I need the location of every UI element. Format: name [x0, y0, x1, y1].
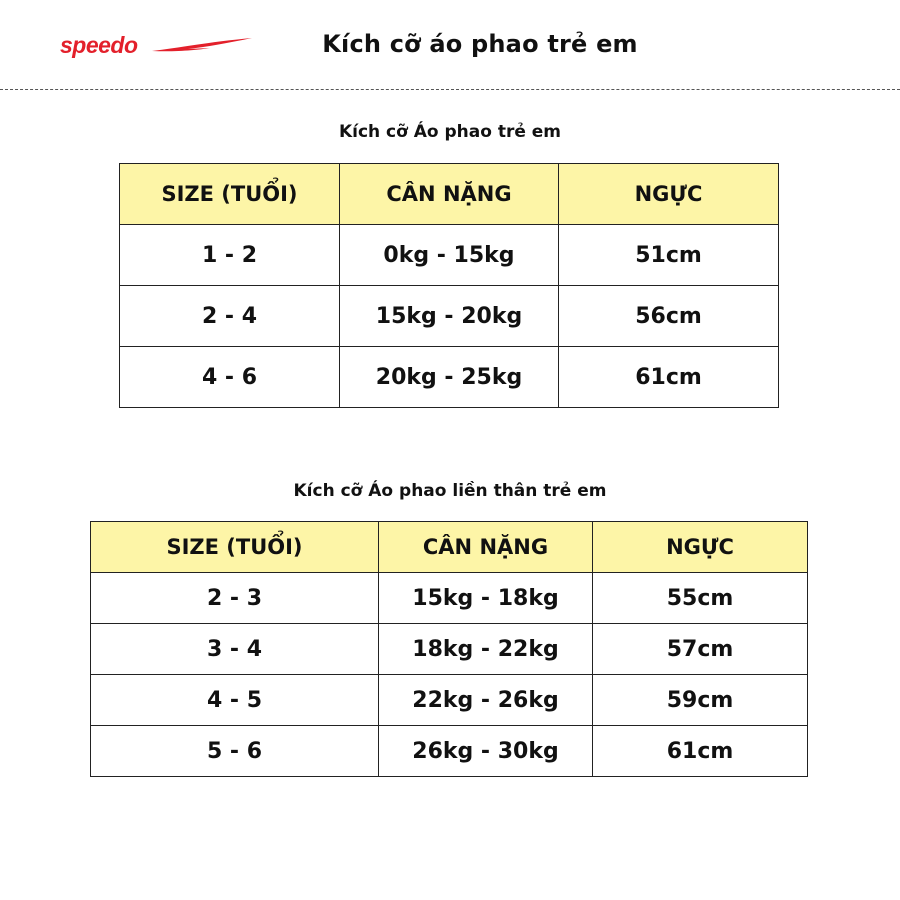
- cell-weight: 26kg - 30kg: [379, 726, 593, 777]
- cell-size: 1 - 2: [120, 225, 340, 286]
- cell-chest: 59cm: [593, 675, 808, 726]
- cell-chest: 61cm: [593, 726, 808, 777]
- table-header-row: [120, 164, 779, 225]
- cell-weight: 18kg - 22kg: [379, 624, 593, 675]
- cell-size: 2 - 4: [120, 286, 340, 347]
- cell-weight: 20kg - 25kg: [340, 347, 559, 408]
- size-table-full-body-vest: [90, 521, 808, 777]
- table-row: [91, 726, 808, 777]
- table-row: [91, 573, 808, 624]
- cell-chest: 56cm: [559, 286, 779, 347]
- cell-weight: 22kg - 26kg: [379, 675, 593, 726]
- column-header-chest: NGỰC: [593, 522, 808, 573]
- table-row: [120, 225, 779, 286]
- cell-size: 2 - 3: [91, 573, 379, 624]
- table-header-row: [91, 522, 808, 573]
- table1-title: Kích cỡ Áo phao trẻ em: [338, 122, 562, 142]
- table-row: [91, 624, 808, 675]
- cell-weight: 15kg - 20kg: [340, 286, 559, 347]
- column-header-weight: CÂN NẶNG: [379, 522, 593, 573]
- cell-chest: 51cm: [559, 225, 779, 286]
- dashed-divider: [0, 89, 900, 90]
- swoosh-icon: [148, 36, 256, 54]
- cell-chest: 61cm: [559, 347, 779, 408]
- cell-size: 4 - 5: [91, 675, 379, 726]
- speedo-logo-text: speedo: [60, 32, 138, 58]
- cell-chest: 57cm: [593, 624, 808, 675]
- page-title: Kích cỡ áo phao trẻ em: [322, 30, 638, 58]
- cell-weight: 0kg - 15kg: [340, 225, 559, 286]
- cell-weight: 15kg - 18kg: [379, 573, 593, 624]
- column-header-size: SIZE (TUỔI): [91, 522, 379, 573]
- column-header-size: SIZE (TUỔI): [120, 164, 340, 225]
- cell-size: 4 - 6: [120, 347, 340, 408]
- size-table-life-vest: [119, 163, 779, 408]
- cell-size: 5 - 6: [91, 726, 379, 777]
- column-header-chest: NGỰC: [559, 164, 779, 225]
- table-row: [120, 347, 779, 408]
- table-row: [120, 286, 779, 347]
- table-row: [91, 675, 808, 726]
- table2-title: Kích cỡ Áo phao liền thân trẻ em: [293, 481, 607, 501]
- speedo-logo: [60, 30, 200, 64]
- cell-size: 3 - 4: [91, 624, 379, 675]
- cell-chest: 55cm: [593, 573, 808, 624]
- column-header-weight: CÂN NẶNG: [340, 164, 559, 225]
